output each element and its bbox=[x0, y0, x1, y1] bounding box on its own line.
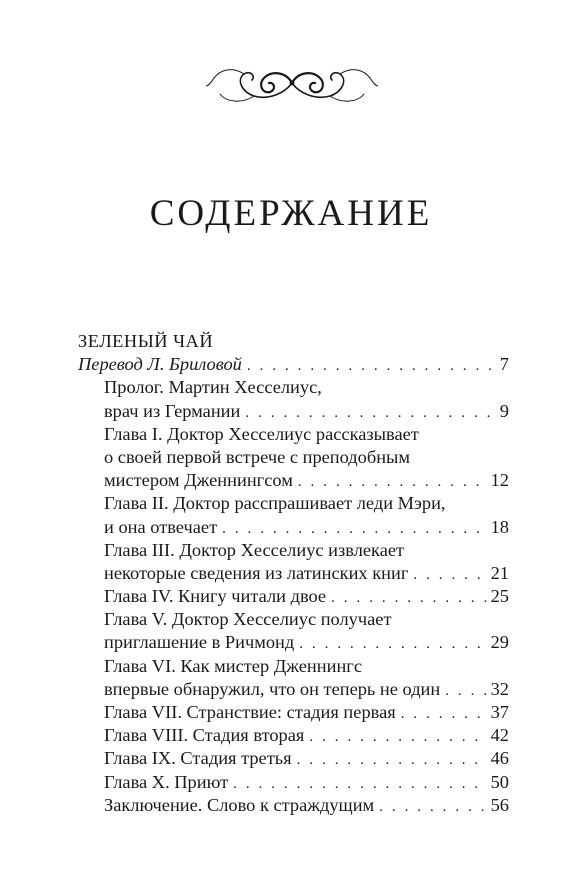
page-number: 21 bbox=[490, 562, 509, 583]
entry-title-text: врач из Германии bbox=[104, 400, 241, 421]
page-number: 37 bbox=[490, 702, 509, 722]
toc-section-title bbox=[78, 330, 509, 353]
toc-entry-line bbox=[78, 423, 509, 446]
toc-entry-line bbox=[78, 376, 509, 399]
toc-entry-line bbox=[78, 678, 509, 701]
entry-title-text: впервые обнаружил, что он теперь не один bbox=[104, 678, 441, 699]
toc-entry bbox=[78, 608, 509, 654]
toc-entry-line bbox=[78, 701, 509, 724]
page-number: 18 bbox=[490, 516, 509, 537]
page-number: 25 bbox=[490, 586, 509, 607]
entry-title-text: Глава V. Доктор Хесселиус получает bbox=[104, 609, 392, 630]
toc-entry-line bbox=[78, 585, 509, 608]
dot-leader bbox=[299, 633, 486, 654]
toc-entry-line bbox=[78, 608, 509, 631]
dot-leader bbox=[233, 773, 486, 794]
toc-entry-line bbox=[78, 747, 509, 770]
toc-entry-line bbox=[78, 724, 509, 747]
entry-title-text: Заключение. Слово к страждущим bbox=[104, 794, 375, 815]
dot-leader bbox=[379, 796, 486, 817]
toc-entry bbox=[78, 423, 509, 493]
toc-entry bbox=[78, 585, 509, 608]
dot-leader bbox=[245, 402, 491, 423]
toc-entry bbox=[78, 655, 509, 701]
toc-entry-line bbox=[78, 655, 509, 678]
toc-entry-line bbox=[78, 631, 509, 654]
page-title: СОДЕРЖАНИЕ bbox=[149, 193, 433, 234]
entry-title-text: Глава IX. Стадия третья bbox=[104, 748, 292, 769]
entry-title-text: Глава III. Доктор Хесселиус извлекает bbox=[104, 539, 405, 560]
toc-entry-line bbox=[78, 492, 509, 515]
toc-entry-line bbox=[78, 400, 509, 423]
toc-entries bbox=[78, 376, 509, 817]
section-title-text: ЗЕЛЕНЫЙ ЧАЙ bbox=[78, 331, 214, 351]
page-number: 32 bbox=[490, 678, 509, 699]
toc-entry-line bbox=[78, 516, 509, 539]
entry-title-text: Глава VII. Странствие: стадия первая bbox=[104, 702, 396, 722]
toc-translator-line bbox=[78, 353, 509, 376]
decorative-ornament bbox=[206, 54, 378, 112]
translator-text: Перевод Л. Бриловой bbox=[78, 354, 242, 375]
dot-leader bbox=[297, 749, 487, 770]
toc-entry bbox=[78, 492, 509, 538]
toc-entry bbox=[78, 794, 509, 817]
entry-title-text: и она отвечает bbox=[104, 516, 218, 537]
dot-leader bbox=[222, 518, 486, 539]
toc-entry-line bbox=[78, 446, 509, 469]
entry-title-text: Глава VI. Как мистер Дженнингс bbox=[104, 655, 362, 676]
dot-leader bbox=[401, 703, 487, 724]
entry-title-text: Глава IV. Книгу читали двое bbox=[104, 586, 327, 607]
dot-leader bbox=[247, 355, 491, 376]
entry-title-text: мистером Дженнингсом bbox=[104, 470, 293, 491]
page-number: 46 bbox=[490, 748, 509, 769]
toc-entry-line bbox=[78, 469, 509, 492]
entry-title-text: Глава X. Приют bbox=[104, 771, 229, 792]
dot-leader bbox=[413, 564, 486, 585]
toc-entry-line bbox=[78, 771, 509, 794]
page-number: 42 bbox=[490, 725, 509, 746]
dot-leader bbox=[445, 680, 486, 701]
page-number: 9 bbox=[499, 400, 509, 421]
page-number: 29 bbox=[490, 632, 509, 653]
entry-title-text: приглашение в Ричмонд bbox=[104, 632, 295, 653]
entry-title-text: Глава VIII. Стадия вторая bbox=[104, 725, 305, 746]
entry-title-text: о своей первой встрече с преподобным bbox=[104, 446, 411, 467]
page-number: 50 bbox=[490, 771, 509, 792]
toc-entry-line bbox=[78, 562, 509, 585]
entry-title-text: некоторые сведения из латинских книг bbox=[104, 562, 409, 583]
entry-title-text: Глава II. Доктор расспрашивает леди Мэри, bbox=[104, 493, 446, 514]
dot-leader bbox=[309, 726, 486, 747]
entry-title-text: Пролог. Мартин Хесселиус, bbox=[104, 377, 322, 398]
toc-entry bbox=[78, 724, 509, 747]
toc-entry bbox=[78, 747, 509, 770]
page-number: 12 bbox=[490, 470, 509, 491]
dot-leader bbox=[331, 587, 487, 608]
toc-entry bbox=[78, 539, 509, 585]
toc-entry bbox=[78, 376, 509, 422]
table-of-contents bbox=[78, 330, 509, 817]
entry-title-text: Глава I. Доктор Хесселиус рассказывает bbox=[104, 423, 419, 444]
toc-entry bbox=[78, 771, 509, 794]
toc-entry-line bbox=[78, 794, 509, 817]
page-number: 7 bbox=[499, 354, 509, 375]
page-number: 56 bbox=[490, 794, 509, 815]
toc-entry-line bbox=[78, 539, 509, 562]
toc-entry bbox=[78, 701, 509, 724]
dot-leader bbox=[298, 471, 487, 492]
